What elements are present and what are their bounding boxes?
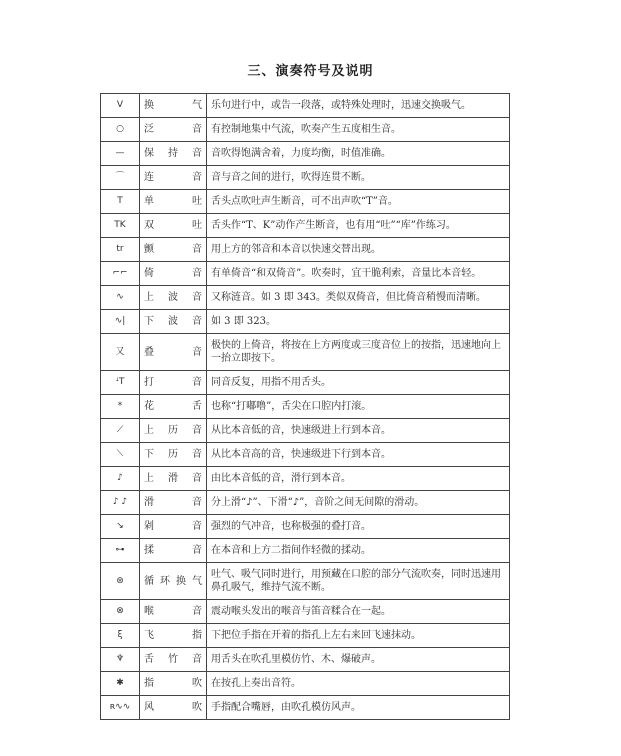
dash-icon: — bbox=[115, 148, 125, 158]
slide-icon: ♪ ♪ bbox=[112, 497, 128, 507]
table-row bbox=[101, 262, 510, 286]
symbol-description: 强烈的气冲音，也称极强的叠打音。 bbox=[207, 515, 510, 539]
symbol-cell bbox=[101, 238, 140, 262]
symbol-name: 泛 音 bbox=[140, 118, 207, 142]
symbol-cell bbox=[101, 190, 140, 214]
page-title: 三、演奏符号及说明 bbox=[247, 64, 374, 79]
symbol-cell bbox=[101, 310, 140, 334]
symbol-description: 分上滑“♪”、下滑“♪”，音阶之间无间隙的滑动。 bbox=[207, 491, 510, 515]
symbol-name: 下 波 音 bbox=[140, 310, 207, 334]
symbol-cell bbox=[101, 515, 140, 539]
grace-note-icon: ⌐⌐ bbox=[112, 268, 128, 278]
table-row bbox=[101, 563, 510, 600]
symbol-name: 揉 音 bbox=[140, 539, 207, 563]
trill-tr-icon: tr bbox=[116, 244, 124, 254]
notation-symbol-table bbox=[100, 93, 510, 720]
table-row bbox=[101, 443, 510, 467]
symbol-description: 舌头作“T、K”动作产生断音，也有用“吐”“库”作练习。 bbox=[207, 214, 510, 238]
symbol-name: 打 音 bbox=[140, 371, 207, 395]
lower-mordent-icon: ∿| bbox=[114, 316, 126, 326]
symbol-description: 用舌头在吹孔里模仿竹、木、爆破声。 bbox=[207, 648, 510, 672]
table-row bbox=[101, 539, 510, 563]
up-glide-icon: ⟋ bbox=[116, 425, 124, 435]
symbol-cell bbox=[101, 142, 140, 166]
symbol-name: 风 吹 bbox=[140, 696, 207, 720]
symbol-name: 花 舌 bbox=[140, 395, 207, 419]
symbol-cell bbox=[101, 94, 140, 118]
symbol-description: 用上方的邻音和本音以快速交替出现。 bbox=[207, 238, 510, 262]
table-row bbox=[101, 334, 510, 371]
symbol-description: 也称“打嘟噜”，舌尖在口腔内打滚。 bbox=[207, 395, 510, 419]
symbol-description: 手指配合嘴唇，由吹孔模仿风声。 bbox=[207, 696, 510, 720]
down-glide-icon: ⟍ bbox=[116, 449, 124, 459]
tongue-bamboo-icon: ♆ bbox=[115, 654, 125, 664]
symbol-description: 在本音和上方二指间作轻微的揉动。 bbox=[207, 539, 510, 563]
symbol-name: 保 持 音 bbox=[140, 142, 207, 166]
table-row bbox=[101, 286, 510, 310]
table-row bbox=[101, 467, 510, 491]
symbol-name: 下 历 音 bbox=[140, 443, 207, 467]
up-slide-icon: ♪ bbox=[117, 473, 123, 483]
tongue-tk-icon: TK bbox=[114, 220, 126, 230]
symbol-description: 从比本音低的音，快速级进上行到本音。 bbox=[207, 419, 510, 443]
symbol-cell bbox=[101, 419, 140, 443]
table-row bbox=[101, 118, 510, 142]
slur-arc-icon: ⌒ bbox=[115, 172, 125, 182]
symbol-cell bbox=[101, 467, 140, 491]
table-row bbox=[101, 190, 510, 214]
symbol-cell bbox=[101, 491, 140, 515]
table-row bbox=[101, 166, 510, 190]
symbol-name: 滑 音 bbox=[140, 491, 207, 515]
symbol-name: 单 吐 bbox=[140, 190, 207, 214]
stack-note-icon: 又 bbox=[115, 346, 125, 357]
symbol-description: 有单倚音“和双倚音”。吹奏时，宜干脆利索，音量比本音轻。 bbox=[207, 262, 510, 286]
symbol-name: 叠 音 bbox=[140, 334, 207, 371]
symbol-name: 上 波 音 bbox=[140, 286, 207, 310]
wind-blow-icon: ʀ∿∿ bbox=[109, 702, 131, 712]
symbol-description: 音吹得饱满舍着，力度均衡，时值准确。 bbox=[207, 142, 510, 166]
circular-breath-icon: ⊛ bbox=[116, 575, 124, 586]
table-row bbox=[101, 238, 510, 262]
table-row bbox=[101, 371, 510, 395]
rub-icon: ⊶ bbox=[115, 545, 125, 555]
table-row bbox=[101, 395, 510, 419]
table-row bbox=[101, 142, 510, 166]
symbol-cell bbox=[101, 648, 140, 672]
breath-v-icon: V bbox=[116, 100, 124, 110]
symbol-description: 吐气、吸气同时进行，用预藏在口腔的部分气流吹奏，同时迅速用鼻孔吸气，维持气流不断。 bbox=[207, 563, 510, 600]
tongue-t-icon: T bbox=[117, 196, 123, 206]
table-row bbox=[101, 648, 510, 672]
table-row bbox=[101, 310, 510, 334]
table-row bbox=[101, 491, 510, 515]
symbol-name: 双 吐 bbox=[140, 214, 207, 238]
symbol-description: 极快的上倚音，将按在上方两度或三度音位上的按指，迅速地向上一抬立即按下。 bbox=[207, 334, 510, 371]
symbol-cell bbox=[101, 286, 140, 310]
symbol-description: 同音反复，用指不用舌头。 bbox=[207, 371, 510, 395]
symbol-name: 指 吹 bbox=[140, 672, 207, 696]
symbol-cell bbox=[101, 118, 140, 142]
symbol-name: 飞 指 bbox=[140, 624, 207, 648]
upper-mordent-icon: ∿ bbox=[116, 292, 124, 302]
table-row bbox=[101, 624, 510, 648]
fly-finger-icon: ξ bbox=[117, 630, 123, 640]
finger-blow-icon: ✱ bbox=[116, 678, 124, 688]
symbol-description: 音与音之间的进行，吹得连贯不断。 bbox=[207, 166, 510, 190]
symbol-name: 倚 音 bbox=[140, 262, 207, 286]
symbol-description: 震动喉头发出的喉音与笛音糅合在一起。 bbox=[207, 600, 510, 624]
symbol-name: 循环换气 bbox=[140, 563, 207, 600]
symbol-name: 连 音 bbox=[140, 166, 207, 190]
table-row bbox=[101, 214, 510, 238]
table-row bbox=[101, 515, 510, 539]
symbol-name: 颤 音 bbox=[140, 238, 207, 262]
symbol-cell bbox=[101, 672, 140, 696]
symbol-name: 舌 竹 音 bbox=[140, 648, 207, 672]
symbol-description: 由比本音低的音，滑行到本音。 bbox=[207, 467, 510, 491]
symbol-cell bbox=[101, 624, 140, 648]
symbol-cell bbox=[101, 395, 140, 419]
symbol-cell bbox=[101, 214, 140, 238]
symbol-name: 上 历 音 bbox=[140, 419, 207, 443]
symbol-cell bbox=[101, 166, 140, 190]
throat-icon: ⊗ bbox=[116, 606, 124, 616]
symbol-cell bbox=[101, 539, 140, 563]
symbol-cell bbox=[101, 262, 140, 286]
symbol-cell bbox=[101, 600, 140, 624]
symbol-cell bbox=[101, 371, 140, 395]
table-row bbox=[101, 600, 510, 624]
symbol-description: 舌头点吹吐声生断音，可不出声吹“T”音。 bbox=[207, 190, 510, 214]
table-row bbox=[101, 696, 510, 720]
symbol-name: 上 滑 音 bbox=[140, 467, 207, 491]
symbol-cell bbox=[101, 563, 140, 600]
symbol-cell bbox=[101, 443, 140, 467]
symbol-description: 又称涟音。如 3 即 343。类似双倚音，但比倚音稍慢而清晰。 bbox=[207, 286, 510, 310]
symbol-description: 在按孔上奏出音符。 bbox=[207, 672, 510, 696]
symbol-description: 从比本音高的音，快速级进下行到本音。 bbox=[207, 443, 510, 467]
symbol-description: 乐句进行中，或告一段落，或特殊处理时，迅速交换吸气。 bbox=[207, 94, 510, 118]
symbol-description: 如 3 即 323。 bbox=[207, 310, 510, 334]
symbol-description: 有控制地集中气流，吹奏产生五度相生音。 bbox=[207, 118, 510, 142]
symbol-name: 换 气 bbox=[140, 94, 207, 118]
symbol-name: 剁 音 bbox=[140, 515, 207, 539]
symbol-cell bbox=[101, 696, 140, 720]
circle-icon: ○ bbox=[116, 124, 124, 134]
strike-icon: ꜜT bbox=[115, 377, 125, 387]
flutter-icon: * bbox=[117, 401, 123, 411]
table-row bbox=[101, 419, 510, 443]
cut-icon: ↘ bbox=[116, 521, 124, 531]
symbol-description: 下把位手指在开着的指孔上左右来回飞速抹动。 bbox=[207, 624, 510, 648]
symbol-cell bbox=[101, 334, 140, 371]
table-row bbox=[101, 94, 510, 118]
table-row bbox=[101, 672, 510, 696]
symbol-name: 喉 音 bbox=[140, 600, 207, 624]
